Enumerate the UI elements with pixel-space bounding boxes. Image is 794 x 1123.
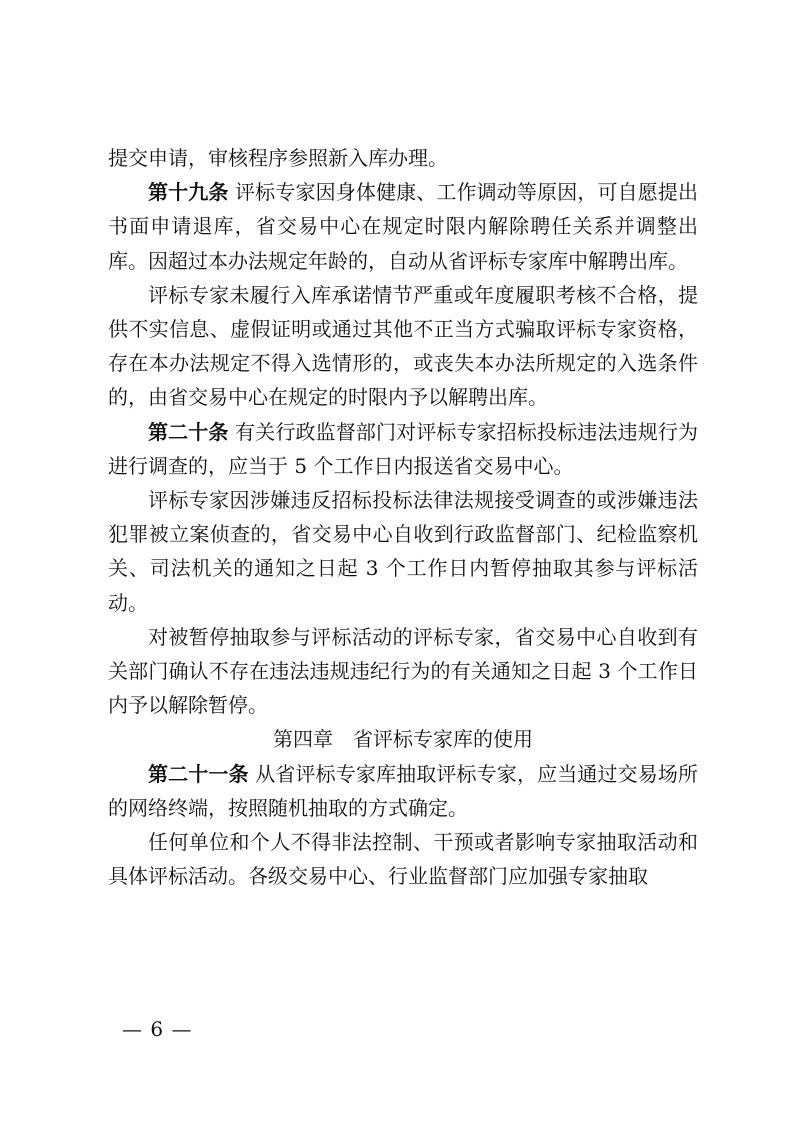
- article-20-text-2: 评标专家因涉嫌违反招标投标法律法规接受调查的或涉嫌违法犯罪被立案侦查的，省交易中心自收到行政监督部门、纪检监察机关、司法机关的通知之日起 3 个工作日内暂停抽取其参与评标活动。: [108, 488, 698, 615]
- article-20-number: 第二十条: [148, 419, 229, 444]
- article-20-paragraph-2: [108, 483, 698, 620]
- continuation-paragraph: [108, 141, 698, 175]
- article-19-text-2: 评标专家未履行入库承诺情节严重或年度履职考核不合格，提供不实信息、虚假证明或通过其他不正当方式骗取评标专家资格，存在本办法规定不得入选情形的，或丧失本办法所规定的入选条件的，由省交易中心在规定的时限内予以解聘出库。: [108, 282, 698, 410]
- page-number: — 6 —: [122, 1017, 193, 1041]
- article-19-number: 第十九条: [148, 180, 229, 205]
- article-21-paragraph: [108, 757, 698, 825]
- article-20-text-3: 对被暂停抽取参与评标活动的评标专家，省交易中心自收到有关部门确认不存在违法违规违纪行为的有关通知之日起 3 个工作日内予以解除暂停。: [108, 624, 698, 718]
- chapter-4-heading: 第四章 省评标专家库的使用: [273, 727, 533, 752]
- article-21-paragraph-2: [108, 825, 698, 893]
- article-20-paragraph-3: [108, 620, 698, 723]
- continuation-text: 提交申请，审核程序参照新入库办理。: [108, 146, 448, 170]
- article-21-text-2: 任何单位和个人不得非法控制、干预或者影响专家抽取活动和具体评标活动。各级交易中心、行业监督部门应加强专家抽取: [108, 830, 698, 889]
- article-21-number: 第二十一条: [148, 761, 249, 786]
- body-text: [108, 141, 698, 893]
- article-19-paragraph: [108, 175, 698, 278]
- article-20-text: 有关行政监督部门对评标专家招标投标违法违规行为进行调查的，应当于 5 个工作日内报送省交易中心。: [108, 419, 699, 478]
- article-19-text: 评标专家因身体健康、工作调动等原因，可自愿提出书面申请退库，省交易中心在规定时限内解除聘任关系并调整出库。因超过本办法规定年龄的，自动从省评标专家库中解聘出库。: [108, 180, 699, 273]
- article-19-paragraph-2: [108, 278, 698, 415]
- article-21-text: 从省评标专家库抽取评标专家，应当通过交易场所的网络终端，按照随机抽取的方式确定。: [108, 761, 699, 820]
- article-20-paragraph: [108, 415, 698, 483]
